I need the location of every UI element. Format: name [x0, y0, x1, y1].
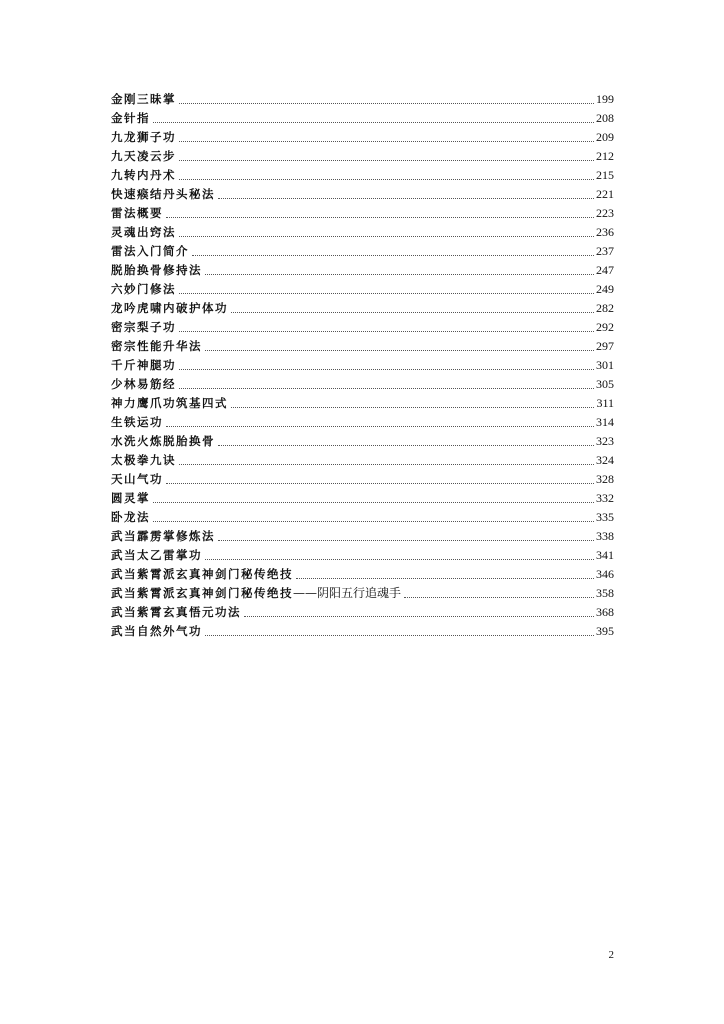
toc-entry-title: [111, 586, 401, 601]
toc-entry-title-text: 武当紫霄玄真悟元功法: [111, 605, 241, 619]
toc-entry-title-text: 金针指: [111, 111, 150, 125]
toc-entry-title: [111, 605, 241, 620]
toc-entry-title-text: 武当太乙雷掌功: [111, 548, 202, 562]
toc-entry-title: [111, 415, 163, 430]
toc-entry-page: 332: [596, 491, 614, 505]
toc-entry-page: 249: [596, 282, 614, 296]
toc-dot-leader: [179, 159, 594, 161]
toc-entry-title-text: 九天凌云步: [111, 149, 176, 163]
toc-entry-title: [111, 358, 176, 373]
toc-dot-leader: [231, 406, 594, 408]
toc-entry-page: 328: [596, 472, 614, 486]
toc-entry-title: [111, 339, 202, 354]
toc-entry-title-text: 卧龙法: [111, 510, 150, 524]
toc-dot-leader: [179, 463, 594, 465]
toc-dot-leader: [153, 121, 594, 123]
toc-entry-title: [111, 491, 150, 506]
toc-entry-title-text: 天山气功: [111, 472, 163, 486]
toc-entry-title: [111, 263, 202, 278]
toc-entry-title-text: 武当霹雳掌修炼法: [111, 529, 215, 543]
toc-entry[interactable]: [111, 88, 614, 107]
toc-entry-page: 208: [596, 111, 614, 125]
toc-entry-page: 282: [596, 301, 614, 315]
toc-entry-title: [111, 111, 150, 126]
toc-entry-title: [111, 206, 163, 221]
toc-entry[interactable]: [111, 582, 614, 601]
toc-entry-page: 314: [596, 415, 614, 429]
toc-entry[interactable]: [111, 468, 614, 487]
toc-dot-leader: [166, 482, 594, 484]
toc-entry-page: 311: [596, 396, 614, 410]
toc-entry-title-text: 神力鹰爪功筑基四式: [111, 396, 228, 410]
toc-entry-title: [111, 244, 189, 259]
toc-dot-leader: [404, 596, 594, 598]
toc-entry-title: [111, 149, 176, 164]
toc-entry[interactable]: [111, 525, 614, 544]
toc-entry-page: 247: [596, 263, 614, 277]
toc-entry-title-text: 武当紫霄派玄真神剑门秘传绝技: [111, 586, 293, 600]
toc-entry-title-text: 太极拳九诀: [111, 453, 176, 467]
toc-entry-title: [111, 301, 228, 316]
toc-entry-page: 221: [596, 187, 614, 201]
toc-entry-title: [111, 548, 202, 563]
toc-entry-title: [111, 168, 176, 183]
toc-entry[interactable]: [111, 392, 614, 411]
toc-entry-page: 209: [596, 130, 614, 144]
toc-dot-leader: [153, 520, 594, 522]
toc-entry-title-text: 快速瘊结丹头秘法: [111, 187, 215, 201]
toc-entry-title-text: 密宗梨子功: [111, 320, 176, 334]
toc-entry-title-text: 武当紫霄派玄真神剑门秘传绝技: [111, 567, 293, 581]
toc-entry-title: [111, 624, 202, 639]
toc-entry-title-text: 九转内丹术: [111, 168, 176, 182]
toc-entry-page: 324: [596, 453, 614, 467]
toc-entry-page: 237: [596, 244, 614, 258]
toc-dot-leader: [179, 140, 594, 142]
toc-entry[interactable]: [111, 183, 614, 202]
toc-entry-page: 395: [596, 624, 614, 638]
toc-dot-leader: [192, 254, 594, 256]
toc-entry-page: 297: [596, 339, 614, 353]
toc-entry-page: 305: [596, 377, 614, 391]
toc-entry-title: [111, 510, 150, 525]
toc-entry-title: [111, 282, 176, 297]
toc-entry[interactable]: [111, 335, 614, 354]
toc-dot-leader: [244, 615, 594, 617]
toc-entry[interactable]: [111, 449, 614, 468]
toc-dot-leader: [179, 330, 594, 332]
toc-entry-title: [111, 92, 176, 107]
page-number: 2: [608, 949, 614, 961]
toc-dot-leader: [179, 387, 594, 389]
toc-entry-title-text: 灵魂出窍法: [111, 225, 176, 239]
toc-entry-title-text: 雷法概要: [111, 206, 163, 220]
toc-entry-subtitle: ——阴阳五行追魂手: [293, 586, 402, 600]
toc-entry-title-text: 脱胎换骨修持法: [111, 263, 202, 277]
toc-dot-leader: [179, 368, 594, 370]
toc-entry-title-text: 龙吟虎啸内破护体功: [111, 301, 228, 315]
toc-entry[interactable]: [111, 126, 614, 145]
toc-dot-leader: [296, 577, 594, 579]
toc-entry-title-text: 千斤神腿功: [111, 358, 176, 372]
toc-entry[interactable]: [111, 202, 614, 221]
toc-entry-page: 368: [596, 605, 614, 619]
toc-entry-page: 341: [596, 548, 614, 562]
toc-dot-leader: [153, 501, 594, 503]
toc-dot-leader: [205, 349, 594, 351]
toc-entry-title: [111, 567, 293, 582]
toc-dot-leader: [179, 235, 594, 237]
toc-entry[interactable]: [111, 240, 614, 259]
toc-dot-leader: [179, 178, 594, 180]
toc-entry-title: [111, 377, 176, 392]
toc-entry[interactable]: [111, 145, 614, 164]
toc-entry-page: 199: [596, 92, 614, 106]
toc-entry-title-text: 金刚三昧掌: [111, 92, 176, 106]
toc-dot-leader: [205, 273, 594, 275]
toc-entry[interactable]: [111, 259, 614, 278]
toc-dot-leader: [205, 558, 594, 560]
toc-entry-title-text: 圆灵掌: [111, 491, 150, 505]
toc-entry-title: [111, 396, 228, 411]
toc-entry[interactable]: [111, 278, 614, 297]
toc-entry-page: 292: [596, 320, 614, 334]
toc-entry[interactable]: [111, 430, 614, 449]
toc-entry-title-text: 武当自然外气功: [111, 624, 202, 638]
toc-dot-leader: [218, 539, 594, 541]
toc-entry[interactable]: [111, 221, 614, 240]
toc-entry-page: 212: [596, 149, 614, 163]
toc-entry[interactable]: [111, 544, 614, 563]
table-of-contents: [111, 88, 614, 639]
toc-entry-title-text: 九龙狮子功: [111, 130, 176, 144]
toc-entry[interactable]: [111, 563, 614, 582]
toc-dot-leader: [205, 634, 594, 636]
toc-entry[interactable]: [111, 506, 614, 525]
toc-entry-page: 346: [596, 567, 614, 581]
toc-entry-title: [111, 434, 215, 449]
toc-entry[interactable]: [111, 164, 614, 183]
toc-entry-title: [111, 187, 215, 202]
toc-entry-title-text: 六妙门修法: [111, 282, 176, 296]
toc-dot-leader: [218, 444, 594, 446]
toc-entry-title: [111, 320, 176, 335]
toc-entry-title-text: 生铁运功: [111, 415, 163, 429]
toc-entry-title: [111, 225, 176, 240]
toc-entry-page: 236: [596, 225, 614, 239]
toc-entry-page: 338: [596, 529, 614, 543]
toc-entry-title-text: 水洗火炼脱胎换骨: [111, 434, 215, 448]
toc-entry[interactable]: [111, 487, 614, 506]
toc-entry-title-text: 雷法入门简介: [111, 244, 189, 258]
toc-entry-title: [111, 472, 163, 487]
toc-entry-title-text: 少林易筋经: [111, 377, 176, 391]
toc-entry-page: 301: [596, 358, 614, 372]
toc-entry-title: [111, 130, 176, 145]
toc-entry-page: 323: [596, 434, 614, 448]
toc-entry[interactable]: [111, 316, 614, 335]
toc-entry[interactable]: [111, 601, 614, 620]
toc-entry-page: 358: [596, 586, 614, 600]
toc-dot-leader: [166, 425, 594, 427]
toc-dot-leader: [179, 102, 594, 104]
toc-entry-title-text: 密宗性能升华法: [111, 339, 202, 353]
toc-entry-page: 223: [596, 206, 614, 220]
toc-entry[interactable]: [111, 107, 614, 126]
toc-entry[interactable]: [111, 297, 614, 316]
toc-dot-leader: [179, 292, 594, 294]
toc-entry[interactable]: [111, 373, 614, 392]
toc-entry[interactable]: [111, 354, 614, 373]
toc-dot-leader: [218, 197, 594, 199]
toc-entry-page: 335: [596, 510, 614, 524]
toc-entry-page: 215: [596, 168, 614, 182]
toc-entry[interactable]: [111, 411, 614, 430]
toc-dot-leader: [231, 311, 594, 313]
toc-entry-title: [111, 453, 176, 468]
toc-dot-leader: [166, 216, 594, 218]
toc-entry-title: [111, 529, 215, 544]
toc-entry[interactable]: [111, 620, 614, 639]
